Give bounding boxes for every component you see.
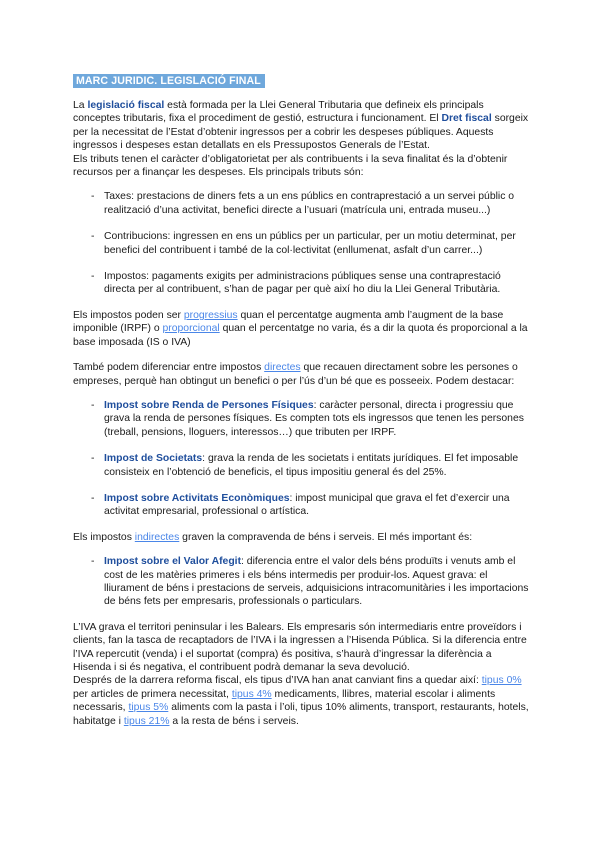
indirectes-list: [73, 555, 530, 609]
irpf-link[interactable]: Impost sobre Renda de Persones Físiques: [104, 399, 314, 411]
dret-fiscal-link[interactable]: Dret fiscal: [441, 113, 492, 125]
list-item: [73, 270, 530, 297]
text: aliments com la pasta i l’oli, tipus 10% aliments, transport, restaurants, hotels, habitatge i: [73, 702, 529, 727]
tipus-0-link[interactable]: tipus 0%: [481, 675, 522, 687]
list-item: [73, 555, 530, 609]
list-item-text: : diferencia entre el valor dels béns produïts i venuts amb el cost de les matèries primeres i els béns intermedis per produir-los. Aquest grava: el lliurament de béns i prestacions de serveis, adquisicions intracomunitàries i les importacions de béns fets per empresaris, professionals o particulars.: [104, 556, 529, 608]
dash-bullet: -: [91, 271, 95, 283]
text: Després de la darrera reforma fiscal, els tipus d’IVA han anat canviant fins a quedar així:: [73, 675, 482, 687]
directes-list: [73, 399, 530, 519]
indirectes-paragraph: [73, 531, 530, 544]
tipus-5-link[interactable]: tipus 5%: [128, 702, 169, 714]
text: quan el percentatge no varia, és a dir la quota és proporcional a la base imposada (IS o IVA): [73, 323, 528, 348]
iva-tipus-paragraph: [73, 674, 530, 728]
directes-link[interactable]: directes: [264, 362, 301, 374]
iva-paragraph: L’IVA grava el territori peninsular i les Balears. Els empresaris són intermediaris entre proveïdors i clients, fan la tasca de recaptadors de l’IVA i la ingressen a l’Hisenda Pública. Si la diferencia entre l’IVA repercutit (venda) i el suportat (compra) és positiva, s’haurà d’ingressar la diferència a Hisenda i si és negativa, el contribuent podrà demanar la seva devolució.: [73, 621, 527, 673]
text: a la resta de béns i serveis.: [169, 715, 299, 727]
text: Els impostos: [73, 531, 135, 543]
progressius-link[interactable]: progressius: [183, 309, 238, 321]
list-item: [73, 230, 530, 257]
dash-bullet: -: [91, 492, 95, 504]
text: També podem diferenciar entre impostos: [73, 362, 265, 374]
dash-bullet: -: [91, 231, 95, 243]
text: Els impostos poden ser: [73, 309, 184, 321]
intro-paragraph: [73, 99, 530, 153]
dash-bullet: -: [91, 453, 95, 465]
text: que recauen directament sobre les persones o empreses, perquè han obtingut un benefici o per l’ús d’un bé que es posseeix. Podem destacar:: [73, 362, 518, 387]
tipus-21-link[interactable]: tipus 21%: [123, 715, 170, 727]
text: per articles de primera necessitat,: [73, 688, 232, 700]
progressius-paragraph: [73, 309, 530, 349]
indirectes-link[interactable]: indirectes: [134, 531, 180, 543]
text: sorgeix per la necessitat de l’Estat d’obtenir ingressos per a cobrir les despeses públiques. Aquests ingressos i despeses estan detallats en els Pressupostos Generals de l’Estat.: [73, 113, 529, 152]
list-item: [73, 190, 530, 217]
iae-link[interactable]: Impost sobre Activitats Econòmiques: [104, 492, 290, 504]
iva-link[interactable]: Impost sobre el Valor Afegit: [104, 556, 242, 568]
list-item-text: Taxes: prestacions de diners fets a un ens públics en contraprestació a un servei públic o realització d’una activitat, benefici directe a l’usuari (matrícula uni, entrada museu...): [104, 191, 515, 216]
text: La: [73, 100, 88, 111]
list-item-text: : caràcter personal, directa i progressiu que grava la renda de persones físiques. Es compten tots els ingressos que tenen les persones (treball, pensions, lloguers, interessos…) que tributen per IRPF.: [104, 399, 524, 438]
list-item: [73, 399, 530, 439]
list-item-text: : impost municipal que grava el fet d’exercir una activitat empresarial, professional o artística.: [104, 492, 510, 518]
section-heading: MARC JURIDIC. LEGISLACIÓ FINAL: [73, 74, 265, 88]
dash-bullet: -: [91, 399, 95, 411]
text: medicaments, llibres, material escolar i aliments necessaris,: [73, 688, 496, 714]
tributs-intro: Els tributs tenen el caràcter d’obligatorietat per als contribuents i la seva finalitat és la d’obtenir recursos per a finançar les despeses. Els principals tributs són:: [73, 153, 508, 179]
tipus-4-link[interactable]: tipus 4%: [231, 688, 272, 700]
directes-paragraph: [73, 361, 530, 388]
dash-bullet: -: [91, 556, 95, 568]
list-item-text: Contribucions: ingressen en ens un públics per un particular, per un motiu determinat, per benefici del contribuent i també de la col·lectivitat (enllumenat, asfalt d’un carrer...): [104, 231, 516, 256]
list-item: [73, 492, 530, 519]
tributs-list: [73, 190, 530, 296]
list-item: [73, 452, 530, 479]
list-item-text: : grava la renda de les societats i entitats jurídiques. El fet imposable consisteix en l’obtenció de beneficis, el tipus impositiu general és del 25%.: [104, 453, 519, 478]
legislacio-fiscal-link[interactable]: legislació fiscal: [87, 100, 165, 111]
text: està formada per la Llei General Tributaria que defineix els principals conceptes tributaris, fixa el procediment de gestió, estructura i funcionament. El: [73, 100, 484, 125]
text: quan el percentatge augmenta amb l’augment de la base imponible (IRPF) o: [73, 309, 504, 335]
proporcional-link[interactable]: proporcional: [162, 323, 220, 335]
list-item-text: Impostos: pagaments exigits per administracions públiques sense una contraprestació directa per al contribuent, s’han de pagar per què així ho diu la Llei General Tributària.: [104, 271, 501, 296]
text: graven la compravenda de béns i serveis. El més important és:: [179, 531, 473, 543]
impost-societats-link[interactable]: Impost de Societats: [104, 453, 203, 465]
dash-bullet: -: [91, 191, 95, 203]
